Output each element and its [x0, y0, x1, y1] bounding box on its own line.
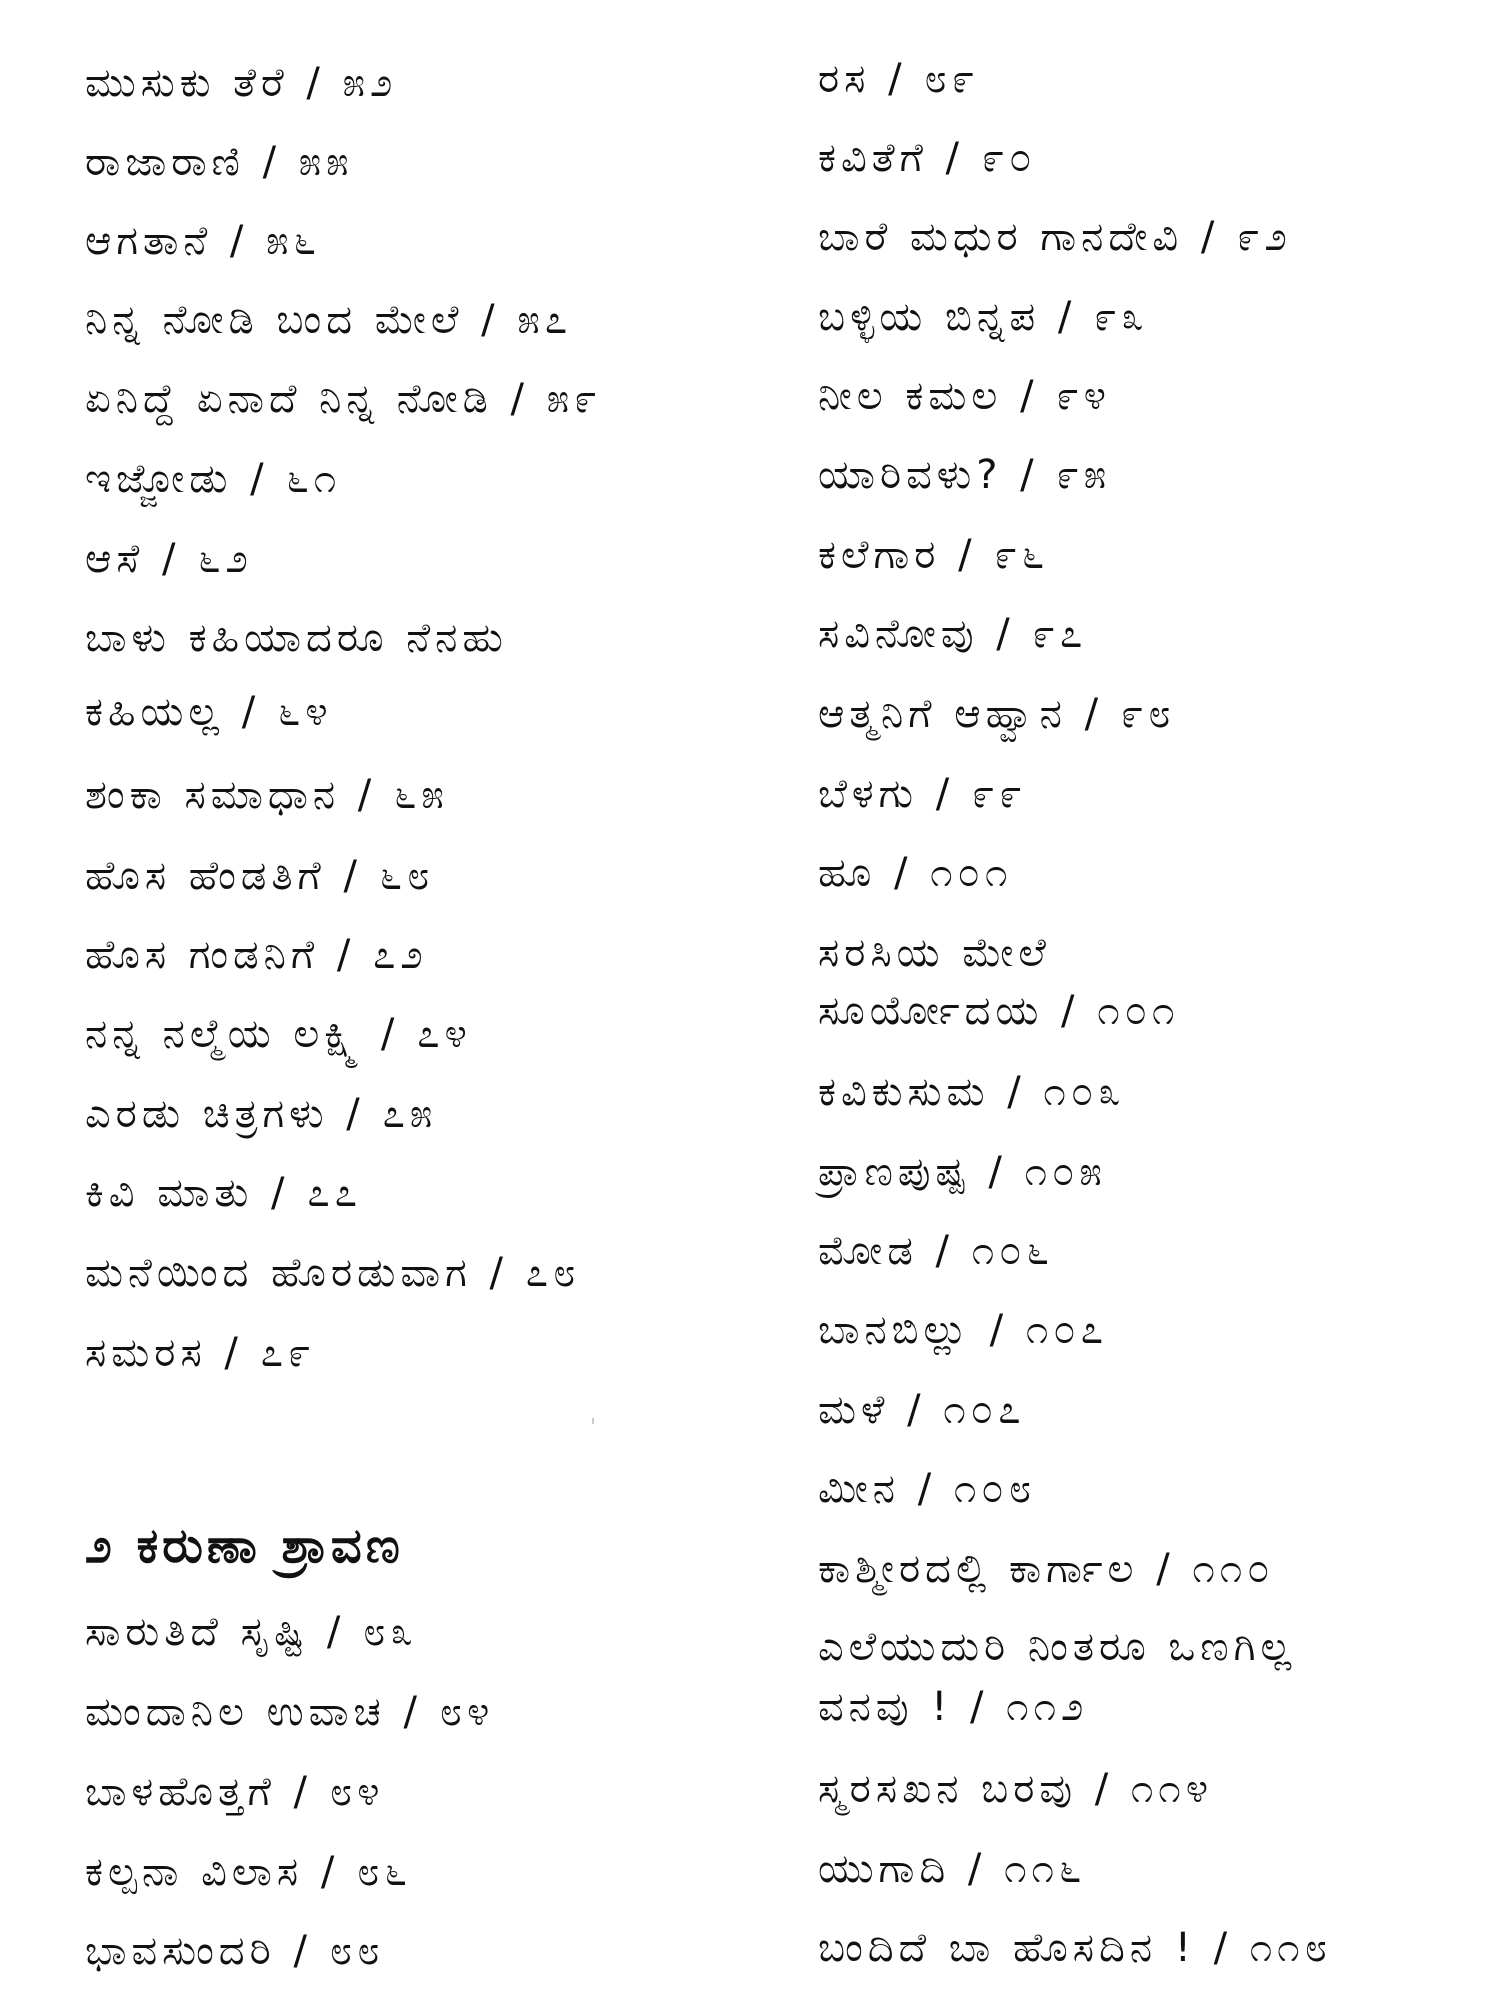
toc-entry: ಏನಿದ್ದೆ ಏನಾದೆ ನಿನ್ನ ನೋಡಿ / ೫೯: [85, 376, 602, 422]
toc-entry: ಬಾನಬಿಲ್ಲು / ೧೦೭: [818, 1307, 1109, 1353]
toc-entry: ಕಹಿಯಲ್ಲ / ೬೪: [85, 689, 333, 735]
toc-entry: ಆಗತಾನೆ / ೫೬: [85, 218, 321, 264]
toc-entry: ಕವಿಕುಸುಮ / ೧೦೩: [818, 1069, 1126, 1115]
toc-entry: ಮೋಡ / ೧೦೬: [818, 1228, 1054, 1274]
toc-entry: ಸ್ಮರಸಖನ ಬರವು / ೧೧೪: [818, 1766, 1214, 1812]
toc-entry: ಭಾವಸುಂದರಿ / ೮೮: [85, 1928, 385, 1974]
toc-entry: ಇಜ್ಜೋಡು / ೬೧: [85, 456, 342, 502]
toc-entry: ಬಾಳಹೊತ್ತಗೆ / ೮೪: [85, 1769, 385, 1815]
toc-entry: ಕಿವಿ ಮಾತು / ೭೭: [85, 1170, 363, 1216]
toc-entry: ಮಳೆ / ೧೦೭: [818, 1387, 1026, 1433]
toc-entry: ಬಾಳು ಕಹಿಯಾದರೂ ನೆನಹು: [85, 615, 508, 661]
toc-entry: ಹೂ / ೧೦೧: [818, 850, 1013, 896]
toc-entry: ಯುಗಾದಿ / ೧೧೬: [818, 1846, 1087, 1892]
scan-speck: [592, 1418, 594, 1424]
toc-entry: ಯಾರಿವಳು? / ೯೫: [818, 452, 1112, 498]
toc-entry: ಮನೆಯಿಂದ ಹೊರಡುವಾಗ / ೭೮: [85, 1250, 581, 1296]
toc-entry: ನೀಲ ಕಮಲ / ೯೪: [818, 373, 1112, 419]
toc-entry: ಪ್ರಾಣಪುಷ್ಪ / ೧೦೫: [818, 1149, 1107, 1195]
toc-entry: ಮಂದಾನಿಲ ಉವಾಚ / ೮೪: [85, 1689, 495, 1735]
toc-entry: ಸವಿನೋವು / ೯೭: [818, 611, 1088, 657]
toc-entry: ಹೊಸ ಹೆಂಡತಿಗೆ / ೬೮: [85, 853, 435, 899]
toc-entry: ಮೀನ / ೧೦೮: [818, 1466, 1037, 1512]
toc-entry: ವನವು ! / ೧೧೨: [818, 1684, 1089, 1730]
toc-entry: ಆಸೆ / ೬೨: [85, 536, 253, 582]
toc-entry: ಸಾರುತಿದೆ ಸೃಷ್ಟಿ / ೮೩: [85, 1609, 418, 1655]
toc-entry: ನನ್ನ ನಲ್ಮೆಯ ಲಕ್ಷ್ಮಿ / ೭೪: [85, 1011, 472, 1057]
toc-entry: ಆತ್ಮನಿಗೆ ಆಹ್ವಾನ / ೯೮: [818, 691, 1176, 737]
toc-entry: ಶಂಕಾ ಸಮಾಧಾನ / ೬೫: [85, 772, 449, 818]
toc-entry: ಹೊಸ ಗಂಡನಿಗೆ / ೭೨: [85, 932, 428, 978]
toc-entry: ಕಾಶ್ಮೀರದಲ್ಲಿ ಕಾರ್ಗಾಲ / ೧೧೦: [818, 1546, 1275, 1592]
toc-entry: ರಾಜಾರಾಣಿ / ೫೫: [85, 139, 354, 185]
toc-entry: ಕವಿತೆಗೆ / ೯೦: [818, 135, 1037, 181]
toc-entry: ಬೆಳಗು / ೯೯: [818, 771, 1027, 817]
toc-entry: ಕಲ್ಪನಾ ವಿಲಾಸ / ೮೬: [85, 1849, 412, 1895]
toc-entry: ಸರಸಿಯ ಮೇಲೆ: [818, 930, 1051, 976]
toc-entry: ಮುಸುಕು ತೆರೆ / ೫೨: [85, 60, 398, 106]
toc-entry: ರಸ / ೮೯: [818, 56, 980, 102]
toc-entry: ಬಳ್ಳಿಯ ಬಿನ್ನಪ / ೯೩: [818, 294, 1149, 340]
toc-entry: ಎಲೆಯುದುರಿ ನಿಂತರೂ ಒಣಗಿಲ್ಲ: [818, 1624, 1297, 1670]
toc-entry: ನಿನ್ನ ನೋಡಿ ಬಂದ ಮೇಲೆ / ೫೭: [85, 297, 573, 343]
toc-entry: ಬಂದಿದೆ ಬಾ ಹೊಸದಿನ ! / ೧೧೮: [818, 1925, 1332, 1971]
toc-entry: ಎರಡು ಚಿತ್ರಗಳು / ೭೫: [85, 1091, 438, 1137]
toc-entry: ಸಮರಸ / ೭೯: [85, 1330, 316, 1376]
toc-entry: ಸೂರ್ಯೋದಯ / ೧೦೧: [818, 988, 1180, 1034]
toc-entry: ಕಲೆಗಾರ / ೯೬: [818, 532, 1050, 578]
toc-entry: ಬಾರೆ ಮಧುರ ಗಾನದೇವಿ / ೯೨: [818, 214, 1292, 260]
section-heading: ೨ ಕರುಣಾ ಶ್ರಾವಣ: [85, 1518, 404, 1574]
